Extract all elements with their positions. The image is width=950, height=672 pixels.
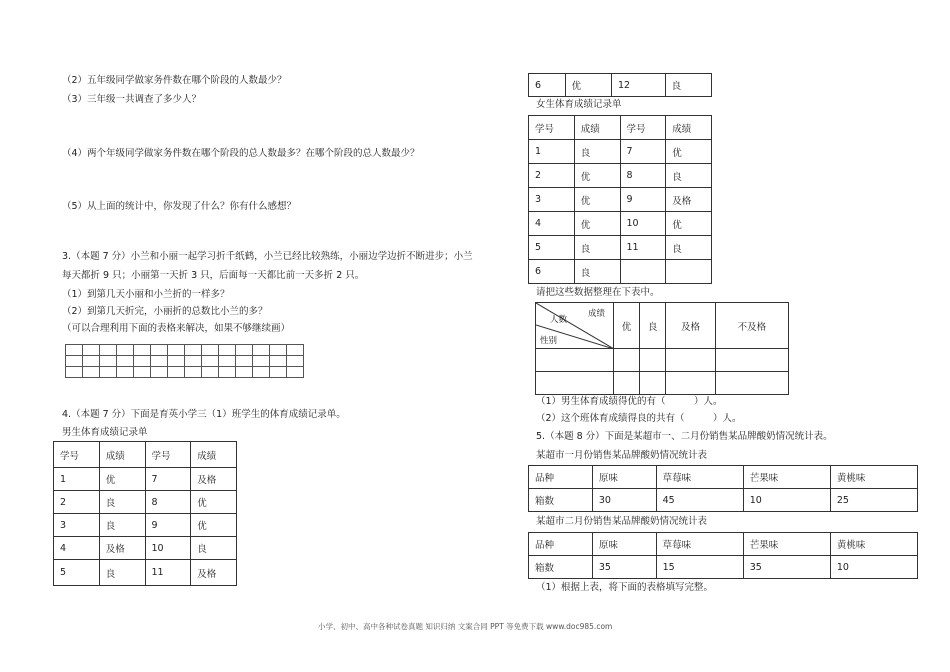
table-cell [134,345,151,356]
jan-sales-table [528,465,918,512]
table-row [529,116,712,140]
table-cell [151,356,168,367]
col-header: 不及格 [715,303,788,349]
summary-table [535,302,789,395]
table-row [54,560,237,586]
table-cell: 学号 [620,116,666,140]
scratch-grid [65,344,304,378]
diagonal-header-cell [536,303,614,349]
table-row [529,74,712,97]
table-row [529,212,712,236]
table-cell [287,367,304,378]
table-cell: 4 [529,212,575,236]
table-cell: 8 [620,164,666,188]
table-cell: 优 [666,212,712,236]
jan-table-title: 某超市一月份销售某品牌酸奶情况统计表 [536,450,708,461]
table-cell [253,367,270,378]
table-cell: 品种 [529,466,593,489]
table-row [529,188,712,212]
table-row [54,442,237,468]
table-cell: 良 [574,260,620,284]
table-cell [66,345,83,356]
table-cell: 学号 [54,442,100,468]
col-header: 及格 [666,303,716,349]
table-cell: 优 [99,468,145,491]
table-cell [83,367,100,378]
q5-part1: （1）根据上表，将下面的表格填写完整。 [536,582,714,593]
table-cell: 原味 [592,533,656,556]
table-cell [168,356,185,367]
table-cell [666,260,712,284]
table-row [54,491,237,514]
girls-record-table [528,115,712,284]
table-cell: 2 [529,164,575,188]
table-cell: 优 [574,188,620,212]
table-cell: 3 [529,188,575,212]
table-row [529,260,712,284]
table-cell: 45 [656,489,743,512]
table-cell [66,367,83,378]
table-cell [168,345,185,356]
table-cell: 及格 [666,188,712,212]
q4-part2: （2）这个班体育成绩得良的共有（ ）人。 [536,413,742,424]
table-cell: 9 [145,514,191,537]
table-cell: 7 [620,140,666,164]
table-cell: 学号 [529,116,575,140]
table-cell [270,356,287,367]
table-cell [185,345,202,356]
table-cell: 30 [592,489,656,512]
table-row [529,533,918,556]
col-header: 良 [640,303,666,349]
table-cell [83,345,100,356]
table-cell [640,349,666,372]
table-cell: 优 [666,140,712,164]
table-cell: 品种 [529,533,593,556]
table-cell [270,345,287,356]
table-cell: 10 [145,537,191,560]
table-cell [151,367,168,378]
table-cell: 良 [99,491,145,514]
table-cell: 11 [620,236,666,260]
table-row [529,236,712,260]
table-cell [100,367,117,378]
table-cell: 5 [529,236,575,260]
table-row [54,537,237,560]
q4-part1: （1）男生体育成绩得优的有（ ）人。 [536,396,723,407]
table-cell [536,372,614,395]
table-cell: 35 [592,556,656,579]
diag-label-gender: 性别 [540,336,558,346]
table-cell: 1 [54,468,100,491]
table-cell [270,367,287,378]
table-cell [219,345,236,356]
table-cell: 及格 [191,560,237,586]
table-cell [100,356,117,367]
table-cell [202,345,219,356]
table-cell: 优 [574,212,620,236]
table-cell [185,367,202,378]
q2-part3: （3）三年级一共调查了多少人？ [62,94,202,105]
table-cell [219,367,236,378]
table-cell: 箱数 [529,556,593,579]
table-cell: 良 [574,236,620,260]
table-cell: 1 [529,140,575,164]
table-row [54,468,237,491]
table-row [529,140,712,164]
col-header: 优 [614,303,640,349]
table-cell: 优 [191,514,237,537]
table-cell: 原味 [592,466,656,489]
table-cell [100,345,117,356]
table-cell: 及格 [191,468,237,491]
table-cell [117,367,134,378]
table-cell [236,367,253,378]
table-cell [117,345,134,356]
table-cell [236,356,253,367]
table-cell: 草莓味 [656,466,743,489]
table-cell [620,260,666,284]
table-cell: 3 [54,514,100,537]
table-row [536,349,789,372]
table-cell: 良 [191,537,237,560]
table-cell: 9 [620,188,666,212]
q3-note: （可以合理利用下面的表格来解决，如果不够继续画） [62,323,291,334]
table-cell: 成绩 [666,116,712,140]
table-cell: 15 [656,556,743,579]
q4-intro: 4.（本题 7 分）下面是育英小学三（1）班学生的体育成绩记录单。 [62,409,346,420]
table-cell: 黄桃味 [830,466,917,489]
table-cell: 2 [54,491,100,514]
table-cell [185,356,202,367]
boys-table-title: 男生体育成绩记录单 [62,427,148,438]
table-row [66,345,304,356]
table-cell [202,356,219,367]
table-cell: 5 [54,560,100,586]
table-row [54,514,237,537]
table-cell: 12 [612,74,666,97]
table-cell [168,367,185,378]
table-cell [287,356,304,367]
table-cell [83,356,100,367]
table-cell: 良 [99,514,145,537]
table-cell: 4 [54,537,100,560]
table-cell [536,349,614,372]
table-cell: 黄桃味 [830,533,917,556]
table-cell [666,372,716,395]
table-cell: 25 [830,489,917,512]
table-cell [715,372,788,395]
table-cell: 良 [99,560,145,586]
table-cell: 良 [666,236,712,260]
table-row [529,556,918,579]
table-cell: 10 [620,212,666,236]
table-row [536,303,789,349]
table-row [66,367,304,378]
boys-record-table-continued [528,73,712,97]
q3-text-line2: 每天都折 9 只；小丽第一天折 3 只，后面每一天都比前一天多折 2 只。 [62,270,365,281]
table-cell [614,372,640,395]
table-cell [151,345,168,356]
q2-part5: （5）从上面的统计中，你发现了什么？你有什么感想？ [62,201,297,212]
table-cell [287,345,304,356]
table-cell: 35 [743,556,830,579]
table-cell: 及格 [99,537,145,560]
table-cell [236,345,253,356]
table-cell: 11 [145,560,191,586]
table-row [536,372,789,395]
table-cell [66,356,83,367]
table-cell [253,356,270,367]
table-cell: 良 [665,74,711,97]
table-cell: 成绩 [574,116,620,140]
table-row [66,356,304,367]
table-cell [253,345,270,356]
table-row [529,466,918,489]
q2-part2: （2）五年级同学做家务件数在哪个阶段的人数最少？ [62,75,287,86]
table-cell: 成绩 [99,442,145,468]
table-cell: 优 [574,164,620,188]
table-cell [219,356,236,367]
table-cell [640,372,666,395]
table-cell: 草莓味 [656,533,743,556]
table-cell [666,349,716,372]
table-row [529,489,918,512]
table-cell: 优 [191,491,237,514]
girls-table-title: 女生体育成绩记录单 [536,99,622,110]
table-cell: 优 [565,74,611,97]
q3-part2: （2）到第几天折完，小丽折的总数比小兰的多？ [62,306,268,317]
organize-prompt: 请把这些数据整理在下表中。 [536,287,660,298]
q2-part4: （4）两个年级同学做家务件数在哪个阶段的总人数最多？在哪个阶段的总人数最少？ [62,148,420,159]
table-cell: 良 [574,140,620,164]
table-cell [134,367,151,378]
table-cell: 7 [145,468,191,491]
table-cell: 10 [830,556,917,579]
table-cell: 良 [666,164,712,188]
page-footer: 小学、初中、高中各种试卷真题 知识归纳 文案合同 PPT 等免费下载 www.doc985.com [318,622,613,631]
table-cell: 芒果味 [743,466,830,489]
q5-intro: 5.（本题 8 分）下面是某超市一、二月份销售某品牌酸奶情况统计表。 [536,431,833,442]
table-cell: 成绩 [191,442,237,468]
table-cell: 学号 [145,442,191,468]
table-cell: 箱数 [529,489,593,512]
feb-table-title: 某超市二月份销售某品牌酸奶情况统计表 [536,516,708,527]
diag-label-count: 人数 [550,315,568,325]
table-cell [117,356,134,367]
table-cell: 6 [529,74,566,97]
table-cell [614,349,640,372]
table-cell [715,349,788,372]
table-cell: 6 [529,260,575,284]
boys-record-table [53,441,237,586]
diag-label-score: 成绩 [588,309,606,319]
table-cell [134,356,151,367]
feb-sales-table [528,532,918,579]
table-cell: 芒果味 [743,533,830,556]
table-cell [202,367,219,378]
q3-part1: （1）到第几天小丽和小兰折的一样多？ [62,289,230,300]
table-cell: 8 [145,491,191,514]
table-cell: 10 [743,489,830,512]
q3-text-line1: 3.（本题 7 分）小兰和小丽一起学习折千纸鹤，小兰已经比较熟练，小丽边学边折不断进步；小兰 [62,251,473,262]
table-row [529,164,712,188]
